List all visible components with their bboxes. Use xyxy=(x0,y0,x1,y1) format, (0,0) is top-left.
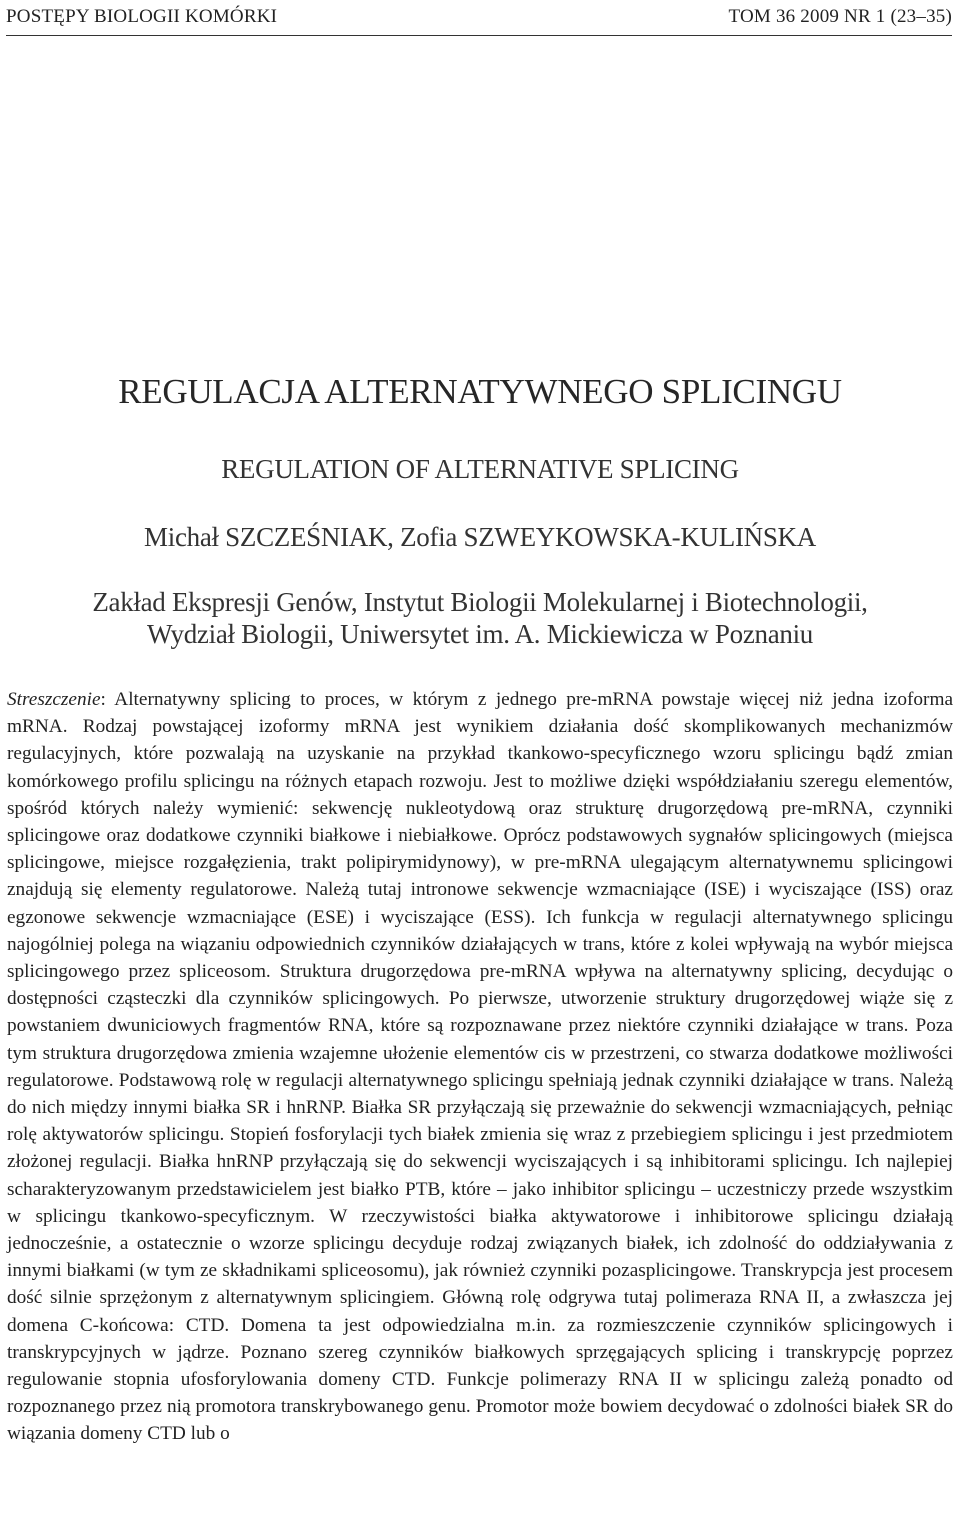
header-rule xyxy=(6,35,952,36)
affiliation-line-1: Zakład Ekspresji Genów, Instytut Biologii Molekularnej i Biotechnologii, xyxy=(92,587,868,617)
abstract-paragraph xyxy=(7,686,953,1448)
abstract-label: Streszczenie xyxy=(7,689,101,710)
article-title: REGULACJA ALTERNATYWNEGO SPLICINGU xyxy=(118,372,842,411)
abstract-body: : Alternatywny splicing to proces, w którym z jednego pre-mRNA powstaje więcej niż jedna izoforma mRNA. Rodzaj powstającej izoformy mRNA jest wynikiem działania dość skomplikowanych mechanizmów regulacyjnych, które pozwalają na uzyskanie na przykład tkankowo-specyficznego wzoru splicingu bądź zmian komórkowego profilu splicingu na różnych etapach rozwoju. Jest to możliwe dzięki współdziałaniu szeregu elementów, spośród których należy wymienić: sekwencję nukleotydową oraz strukturę drugorzędową pre-mRNA, czynniki splicingowe oraz dodatkowe czynniki białkowe i niebiałkowe. Oprócz podstawowych sygnałów splicingowych (miejsca splicingowe, miejsce rozgałęzienia, trakt polipirymidynowy), w pre-mRNA ulegającym alternatywnemu splicingowi znajdują się elementy regulatorowe. Należą tutaj intronowe sekwencje wzmacniające (ISE) i wyciszające (ISS) oraz egzonowe sekwencje wzmacniające (ESE) i wyciszające (ESS). Ich funkcja w regulacji alternatywnego splicingu najogólniej polega na wiązaniu odpowiednich czynników działających w trans, które z kolei wpływają na wybór miejsca splicingowego przez spliceosom. Struktura drugorzędowa pre-mRNA wpływa na alternatywny splicing, decydując o dostępności cząsteczki dla czynników splicingowych. Po pierwsze, utworzenie struktury drugorzędowej wiąże się z powstaniem dwuniciowych fragmentów RNA, które są rozpoznawane przez niektóre czynniki działające w trans. Poza tym struktura drugorzędowa zmienia wzajemne ułożenie elementów cis w przestrzeni, co stwarza dodatkowe możliwości regulatorowe. Podstawową rolę w regulacji alternatywnego splicingu spełniają jednak czynniki działające w trans. Należą do nich między innymi białka SR i hnRNP. Białka SR przyłączają się przeważnie do sekwencji wzmacniających, pełniąc rolę aktywatorów splicingu. Stopień fosforylacji tych białek zmienia się wraz z przebiegiem splicingu i jest przedmiotem złożonej regulacji. Białka hnRNP przyłączają się do sekwencji wyciszających i są inhibitorami splicingu. Ich najlepiej scharakteryzowanym przedstawicielem jest białko PTB, które – jako inhibitor splicingu – uczestniczy przede wszystkim w splicingu tkankowo-specyficznym. W rzeczywistości białka aktywatorowe i inhibitorowe splicingu działają jednocześnie, a ostatecznie o wzorze splicingu decyduje rodzaj związanych białek, ich zdolność do oddziaływania z innymi białkami (w tym ze składnikami spliceosomu), jak również czynniki pozasplicingowe. Transkrypcja jest procesem dość silnie sprzężonym z alternatywnym splicingiem. Główną rolę odgrywa tutaj polimeraza RNA II, a zwłaszcza jej domena C-końcowa: CTD. Domena ta jest odpowiedzialna m.in. za rozmieszczenie czynników splicingowych i transkrypcyjnych w jądrze. Poznano szereg czynników białkowych sprzęgających splicing i transkrypcję poprzez regulowanie stopnia ufosforylowania domeny CTD. Funkcje polimerazy RNA II w splicingu zależą ponadto od rozpoznanego przez nią promotora transkrybowanego genu. Promotor może bowiem decydować o zdolności białek SR do wiązania domeny CTD lub o xyxy=(7,689,953,1445)
affiliation-line-2: Wydział Biologii, Uniwersytet im. A. Mickiewicza w Poznaniu xyxy=(146,619,814,649)
article-authors: Michał SZCZEŚNIAK, Zofia SZWEYKOWSKA-KULIŃSKA xyxy=(144,522,816,552)
author-affiliation xyxy=(0,586,960,650)
volume-info: TOM 36 2009 NR 1 (23–35) xyxy=(728,6,952,27)
running-header xyxy=(6,6,952,28)
journal-name: POSTĘPY BIOLOGII KOMÓRKI xyxy=(6,6,278,27)
article-english-title: REGULATION OF ALTERNATIVE SPLICING xyxy=(221,454,739,484)
